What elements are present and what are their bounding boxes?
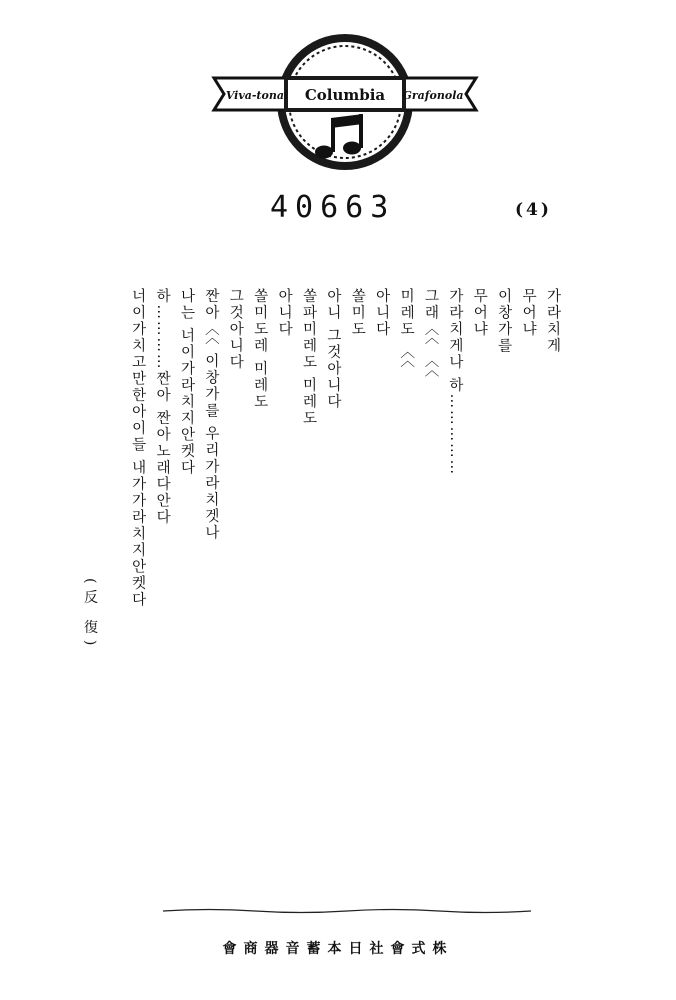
lyric-line: 나는 너이가라치지안켓다 xyxy=(178,288,195,477)
refrain-marker: (反 復) xyxy=(82,578,98,652)
logo-right-text: Grafonola xyxy=(402,89,464,102)
lyric-line: 그것아니다 xyxy=(227,288,244,371)
lyric-line: 쏠미도레 미레도 xyxy=(251,288,268,411)
record-number: 40663 xyxy=(270,190,396,225)
lyric-line: 쏠파미레도 미레도 xyxy=(300,288,317,427)
lyric-line: 짠아〈〈 이창가를 우리가라치겟나 xyxy=(202,288,219,542)
lyric-line: 아니다 xyxy=(373,288,390,338)
lyrics-block xyxy=(105,288,565,708)
lyric-line: 하…………짠아 짠아노래다안다 xyxy=(154,288,171,526)
publisher-footer: 株式會社日本蓄音器商會 xyxy=(222,941,454,957)
logo-center-text: Columbia xyxy=(304,86,386,104)
side-label: (4) xyxy=(515,200,552,220)
lyric-line: 가라치게나 하…………… xyxy=(446,288,463,477)
lyric-line: 가라치게 xyxy=(544,288,561,354)
lyric-line: 너이가치고만한아이들 내가가라치지안켓다 xyxy=(129,288,146,609)
lyric-line: 쏠미도 xyxy=(349,288,366,338)
lyric-line: 무어냐 xyxy=(471,288,488,338)
columbia-logo-graphic xyxy=(200,28,490,176)
columbia-logo xyxy=(200,28,490,176)
lyric-line: 미레도 〈〈 xyxy=(398,288,415,370)
logo-left-text: Viva-tonal xyxy=(225,89,289,102)
lyric-line: 이창가를 xyxy=(495,288,512,354)
lyric-line: 그래〈〈 〈〈 xyxy=(422,288,439,380)
lyric-line: 무어냐 xyxy=(520,288,537,338)
footer-rule xyxy=(163,908,531,914)
lyric-line: 아니다 xyxy=(276,288,293,338)
lyric-line: 아니 그것아니다 xyxy=(324,288,341,411)
